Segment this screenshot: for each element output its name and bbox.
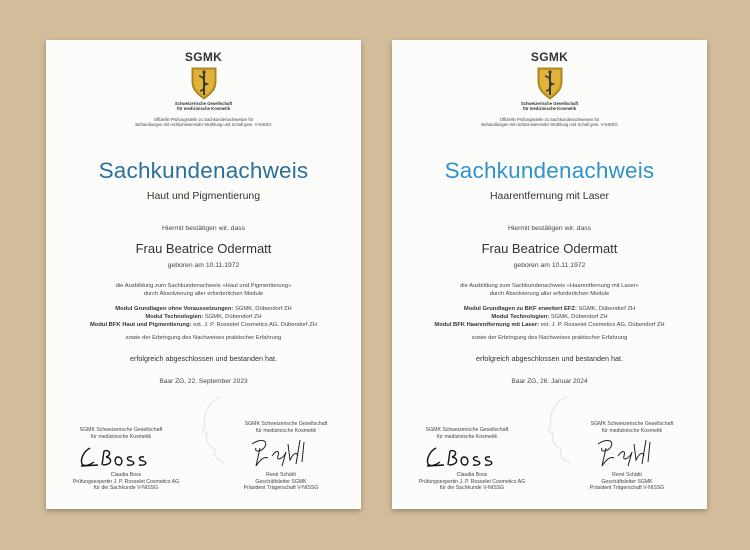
authority-line1: Offizielle Prüfungsstelle zu Sachkundenachweisen für — [499, 117, 600, 122]
module-value: ext. J. P. Rosselet Cosmetics AG, Dübendorf ZH — [193, 322, 317, 328]
sig-right-role2: Präsident Trägerschaft V-NISSG — [589, 485, 665, 491]
module-label: Modul Grundlagen zu BKF erweitert EFZ: — [463, 306, 577, 312]
signature-boss — [76, 445, 156, 469]
module-item — [392, 305, 707, 313]
module-label: Modul BFK Haarentfernung mit Laser: — [434, 322, 540, 328]
sig-left-name: Claudia Boss — [456, 472, 488, 478]
org-short-name: SGMK — [184, 50, 223, 64]
sig-right-org-line1: SGMK Schweizerische Gesellschaft — [590, 421, 674, 427]
module-item — [46, 305, 361, 313]
recipient-name: Frau Beatrice Odermatt — [135, 241, 272, 256]
training-line1: die Ausbildung zum Sachkundenachweis «Haut und Pigmentierung» — [115, 283, 292, 289]
certificate-skin-pigmentation — [46, 40, 361, 509]
confirmation-text: Hiermit bestätigen wir, dass — [161, 225, 246, 232]
training-line2: durch Absolvierung aller erforderlichen Module — [143, 290, 264, 297]
sgmk-logo — [392, 50, 707, 127]
birth-date: geboren am 10.11.1972 — [513, 262, 586, 269]
place-date: Baar ZG, 22. September 2023 — [159, 378, 248, 385]
authority-line2: Behandlungen mit nichtionisierender Strahlung und Schall gem. V-NISSG — [481, 122, 618, 127]
authority-line1: Offizielle Prüfungsstelle zu Sachkundenachweisen für — [153, 117, 254, 122]
sig-left-org-line1: SGMK Schweizerische Gesellschaft — [79, 427, 163, 433]
signature-schaetti — [246, 436, 316, 472]
sgmk-crest-icon — [190, 66, 218, 100]
success-text: erfolgreich abgeschlossen und bestanden hat. — [475, 354, 624, 363]
proof-text: sowie der Erbringung des Nachweises praktischer Erfahrung — [471, 335, 628, 341]
sig-left-org-line1: SGMK Schweizerische Gesellschaft — [425, 427, 509, 433]
success-text: erfolgreich abgeschlossen und bestanden hat. — [129, 354, 278, 363]
module-item — [46, 321, 361, 329]
sgmk-crest-icon — [536, 66, 564, 100]
signature-boss — [422, 445, 502, 469]
org-name-line2: für medizinische Kosmetik — [176, 106, 231, 111]
module-label: Modul BFK Haut und Pigmentierung: — [90, 322, 192, 328]
org-name-line2: für medizinische Kosmetik — [522, 106, 577, 111]
sig-right-role1: Geschäftsleiter SGMK — [601, 478, 653, 485]
module-value: SGMK, Dübendorf ZH — [550, 314, 608, 320]
module-label: Modul Technologien: — [491, 314, 550, 320]
authority-line2: Behandlungen mit nichtionisierender Strahlung und Schall gem. V-NISSG — [135, 122, 272, 127]
sig-right-org-line2: für medizinische Kosmetik — [601, 427, 663, 434]
module-label: Modul Grundlagen ohne Voraussetzungen: — [115, 306, 234, 312]
module-list — [392, 305, 707, 329]
sig-left-org-line2: für medizinische Kosmetik — [90, 433, 152, 440]
sgmk-logo — [46, 50, 361, 127]
org-short-name: SGMK — [530, 50, 569, 64]
sig-left-role1: Prüfungsexpertin J. P. Rosselet Cosmetics AG — [72, 478, 180, 485]
signature-schaetti — [592, 436, 662, 472]
certificate-title: Sachkundenachweis — [444, 158, 655, 183]
sig-right-name: René Schätti — [266, 472, 296, 478]
sig-left-name: Claudia Boss — [110, 472, 142, 478]
certificate-subtitle: Haarentfernung mit Laser — [489, 190, 610, 202]
module-item — [392, 313, 707, 321]
confirmation-text: Hiermit bestätigen wir, dass — [507, 225, 592, 232]
training-line2: durch Absolvierung aller erforderlichen Module — [489, 290, 610, 297]
module-value: SGMK, Dübendorf ZH — [235, 306, 292, 312]
module-value: SGMK, Dübendorf ZH — [578, 306, 636, 312]
sig-right-name: René Schätti — [612, 472, 642, 478]
place-date: Baar ZG, 26. Januar 2024 — [511, 378, 588, 385]
birth-date: geboren am 10.11.1972 — [167, 262, 240, 269]
training-line1: die Ausbildung zum Sachkundenachweis «Haarentfernung mit Laser» — [460, 283, 639, 289]
module-value: ext. J. P. Rosselet Cosmetics AG, Dübendorf ZH — [540, 322, 665, 328]
module-value: SGMK, Dübendorf ZH — [204, 314, 262, 320]
sig-left-role2: für die Sachkunde V-NISSG — [93, 485, 159, 491]
module-item — [392, 321, 707, 329]
sig-right-role1: Geschäftsleiter SGMK — [255, 478, 307, 485]
sig-right-org-line1: SGMK Schweizerische Gesellschaft — [244, 421, 328, 427]
sig-left-role2: für die Sachkunde V-NISSG — [439, 485, 505, 491]
module-list — [46, 305, 361, 329]
org-name-line1: Schweizerische Gesellschaft — [520, 101, 579, 106]
org-name-line1: Schweizerische Gesellschaft — [174, 101, 233, 106]
sig-left-org-line2: für medizinische Kosmetik — [436, 433, 498, 440]
certificate-title: Sachkundenachweis — [98, 158, 309, 183]
proof-text: sowie der Erbringung des Nachweises praktischer Erfahrung — [125, 335, 282, 341]
module-item — [46, 313, 361, 321]
module-label: Modul Technologien: — [145, 314, 204, 320]
sig-right-org-line2: für medizinische Kosmetik — [255, 427, 317, 434]
recipient-name: Frau Beatrice Odermatt — [481, 241, 618, 256]
certificate-subtitle: Haut und Pigmentierung — [146, 190, 261, 202]
certificate-laser-hair-removal — [392, 40, 707, 509]
sig-right-role2: Präsident Trägerschaft V-NISSG — [243, 485, 319, 491]
sig-left-role1: Prüfungsexpertin J. P. Rosselet Cosmetics AG — [418, 478, 526, 485]
